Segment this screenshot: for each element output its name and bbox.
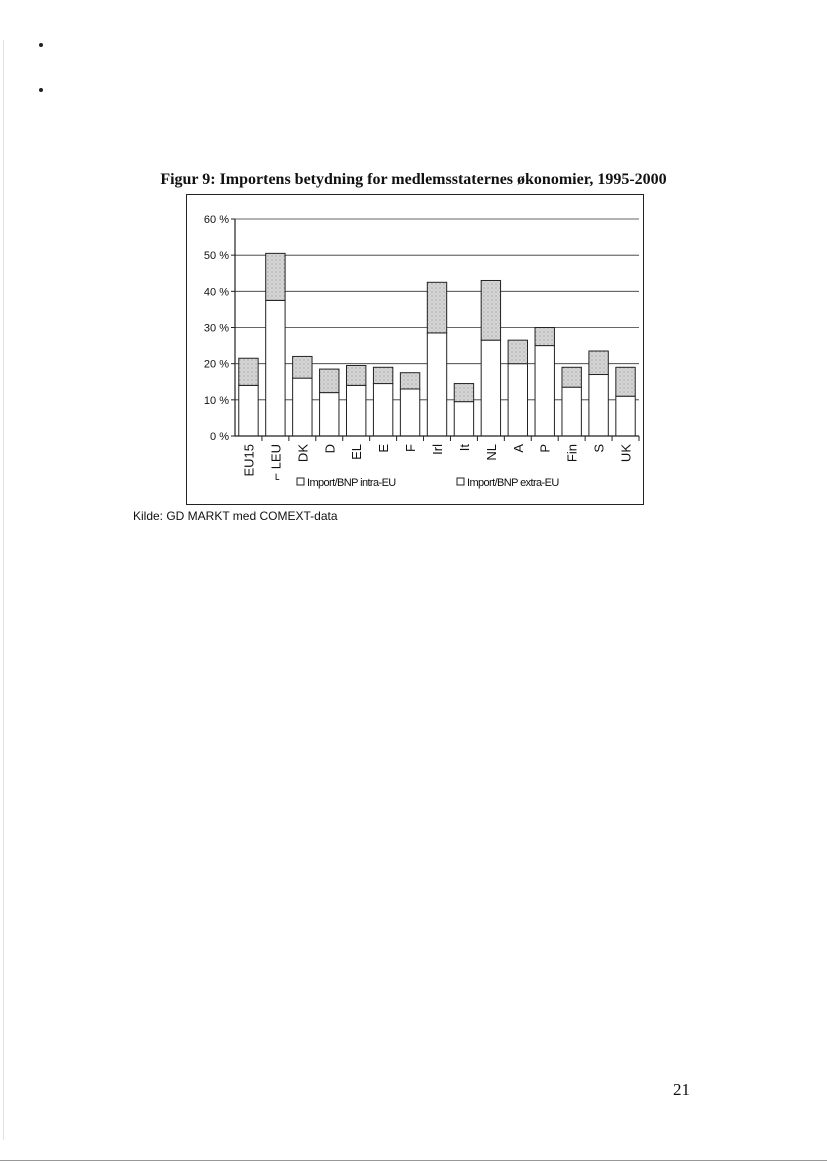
- category-label: EL: [349, 444, 365, 460]
- category-label: P: [537, 444, 553, 453]
- bar-intra-eu: [239, 385, 258, 436]
- legend-label: Import/BNP extra-EU: [467, 477, 559, 489]
- bar-intra-eu: [373, 384, 392, 436]
- bar-intra-eu: [562, 387, 581, 436]
- bar-extra-eu: [239, 358, 258, 385]
- bar-intra-eu: [481, 340, 500, 436]
- category-label: It: [456, 444, 472, 452]
- bar-extra-eu: [454, 384, 473, 402]
- bar-extra-eu: [508, 340, 527, 364]
- bar-intra-eu: [293, 378, 312, 436]
- category-label: UK: [618, 444, 634, 463]
- category-label: A: [510, 444, 526, 453]
- category-label: NL: [483, 444, 499, 461]
- bar-intra-eu: [616, 396, 635, 436]
- category-label: Irl: [430, 444, 445, 455]
- bar-intra-eu: [454, 402, 473, 436]
- bar-extra-eu: [427, 282, 446, 333]
- margin-line: [3, 40, 4, 1140]
- legend-label: Import/BNP intra-EU: [307, 477, 396, 489]
- category-label: Fin: [564, 444, 580, 463]
- page-number: 21: [673, 1080, 690, 1099]
- bar-intra-eu: [508, 364, 527, 436]
- bar-extra-eu: [562, 367, 581, 387]
- bar-chart: [187, 195, 645, 506]
- bar-extra-eu: [320, 369, 339, 393]
- bar-intra-eu: [320, 393, 339, 436]
- bar-extra-eu: [373, 367, 392, 383]
- bar-intra-eu: [266, 300, 285, 436]
- legend-swatch: [297, 478, 304, 485]
- figure-title: Figur 9: Importens betydning for medlemsstaternes økonomier, 1995-2000: [160, 171, 667, 188]
- y-tick-label: 40 %: [203, 286, 229, 299]
- bar-extra-eu: [481, 280, 500, 340]
- y-tick-label: 50 %: [203, 250, 229, 263]
- bullet-dot: [39, 88, 43, 92]
- bar-intra-eu: [400, 389, 419, 436]
- bar-extra-eu: [535, 328, 554, 346]
- y-tick-label: 20 %: [203, 358, 229, 371]
- bar-extra-eu: [616, 367, 635, 396]
- category-label: EU15: [241, 444, 257, 477]
- category-label: F: [403, 444, 419, 452]
- bar-intra-eu: [427, 333, 446, 436]
- category-label: ⌐ LEU: [268, 444, 284, 481]
- y-tick-label: 10 %: [203, 394, 229, 407]
- bar-intra-eu: [535, 346, 554, 436]
- y-tick-label: 0 %: [210, 431, 229, 443]
- chart-frame: [186, 194, 644, 505]
- bar-extra-eu: [400, 373, 419, 389]
- bar-extra-eu: [266, 253, 285, 300]
- category-label: DK: [295, 444, 311, 463]
- page-bottom-rule: [0, 1160, 827, 1161]
- bar-intra-eu: [589, 375, 608, 436]
- bar-intra-eu: [347, 385, 366, 436]
- bar-extra-eu: [589, 351, 608, 375]
- source-note: Kilde: GD MARKT med COMEXT-data: [133, 509, 338, 523]
- legend-swatch: [457, 478, 464, 485]
- bar-extra-eu: [293, 356, 312, 378]
- bar-extra-eu: [347, 365, 366, 385]
- bullet-dot: [39, 43, 43, 47]
- category-label: S: [591, 444, 607, 453]
- category-label: E: [376, 444, 392, 453]
- category-label: D: [322, 444, 338, 454]
- y-tick-label: 60 %: [203, 214, 229, 226]
- y-tick-label: 30 %: [203, 322, 229, 335]
